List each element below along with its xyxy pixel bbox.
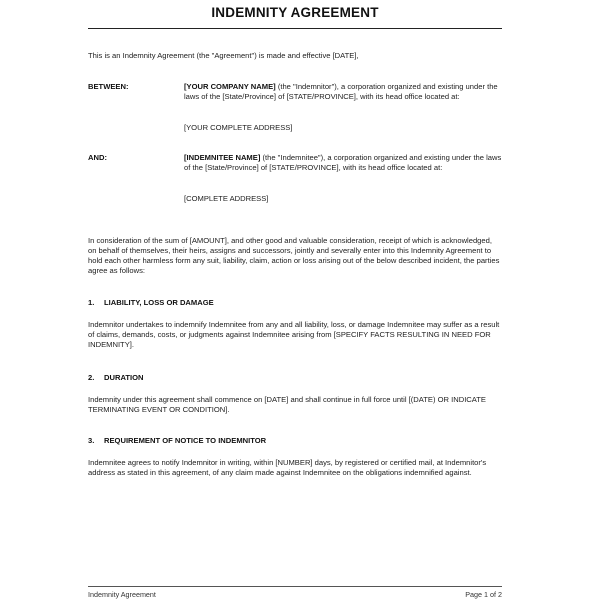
footer-document-name: Indemnity Agreement [88,590,156,599]
section-title: DURATION [104,373,144,382]
footer-page-number: Page 1 of 2 [465,590,502,599]
company-description-text: (the "Indemnitor"), a corporation organized and existing under the laws of the [State/Province] of [STATE/PROVINCE], with its head office located at: [184,82,498,101]
section-body-liability: Indemnitor undertakes to indemnify Indemnitee from any and all liability, loss, or damage Indemnitee may suffer as a result of claims, demands, costs, or judgments against Indemnitee arising from [SPECIFY FACTS RESULTING IN NEED FOR INDEMNITY]. [88,320,500,349]
intro-paragraph: This is an Indemnity Agreement (the "Agreement") is made and effective [DATE], [88,51,359,60]
section-heading-notice [88,436,266,446]
footer-divider [88,586,502,587]
consideration-paragraph: In consideration of the sum of [AMOUNT], and other good and valuable consideration, receipt of which is acknowledged, on behalf of themselves, their heirs, assigns and successors, jointly and severally enter into this Indemnity Agreement to hold each other harmless form any suit, liability, claim, action or loss arising out of the below described incident, the parties agree as follows: [88,236,500,275]
company-name: [YOUR COMPANY NAME] [184,82,276,91]
indemnitee-name: [INDEMNITEE NAME] [184,153,261,162]
company-address: [YOUR COMPLETE ADDRESS] [184,123,293,132]
section-title: REQUIREMENT OF NOTICE TO INDEMNITOR [104,436,267,445]
company-party-description [184,82,502,102]
section-number: 3. [88,436,95,445]
indemnitee-address: [COMPLETE ADDRESS] [184,194,269,203]
section-number: 1. [88,298,95,307]
section-body-duration: Indemnity under this agreement shall commence on [DATE] and shall continue in full force until [(DATE) OR INDICATE TERMINATING EVENT OR CONDITION]. [88,395,486,414]
section-heading-duration [88,373,144,383]
document-title: INDEMNITY AGREEMENT [211,5,379,20]
section-number: 2. [88,373,95,382]
and-label: AND: [88,153,107,162]
indemnitee-party-description [184,153,502,173]
section-title: LIABILITY, LOSS OR DAMAGE [104,298,214,307]
between-label: BETWEEN: [88,82,129,91]
section-body-notice: Indemnitee agrees to notify Indemnitor in writing, within [NUMBER] days, by registered or certified mail, at Indemnitor's address as stated in this agreement, of any claim made against Indemnitee on the obligations indemnified against. [88,458,487,477]
indemnitee-description-text: (the "Indemnitee"), a corporation organized and existing under the laws of the [State/Province] of [STATE/PROVINCE], with its head office located at: [184,153,502,172]
title-divider [88,28,502,29]
section-heading-liability [88,298,214,308]
